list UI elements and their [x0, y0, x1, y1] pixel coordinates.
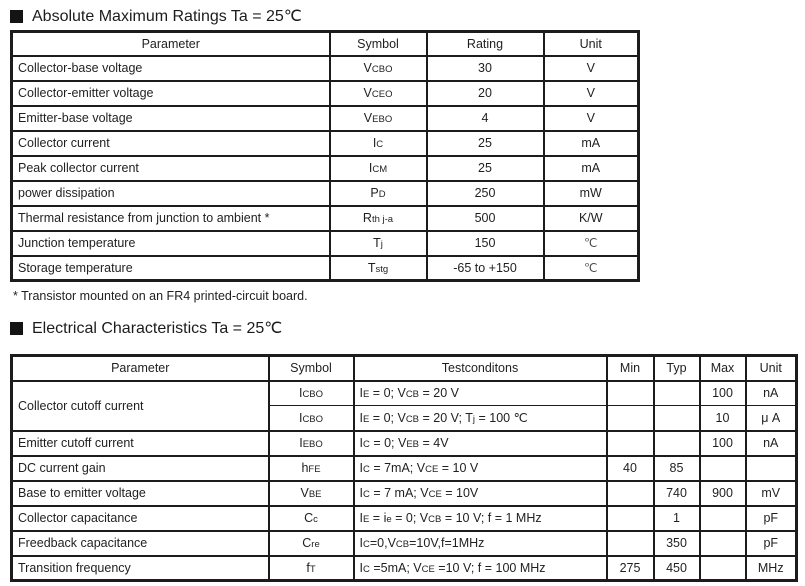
symbol-cell: PD: [330, 181, 427, 206]
unit-cell: V: [544, 81, 639, 106]
symbol-cell: Tj: [330, 231, 427, 256]
column-header-min: Min: [607, 356, 654, 381]
parameter-cell: Collector-base voltage: [12, 56, 330, 81]
table-row: [12, 506, 797, 531]
column-header-symbol: Symbol: [269, 356, 354, 381]
symbol-cell: ICM: [330, 156, 427, 181]
unit-cell: mA: [544, 156, 639, 181]
parameter-cell: Thermal resistance from junction to ambient *: [12, 206, 330, 231]
max-cell: 100: [700, 381, 746, 406]
parameter-cell: Collector current: [12, 131, 330, 156]
symbol-cell: IC: [330, 131, 427, 156]
parameter-cell: Freedback capacitance: [12, 531, 269, 556]
unit-cell: mW: [544, 181, 639, 206]
unit-cell: pF: [746, 531, 797, 556]
typ-cell: 450: [654, 556, 700, 581]
rating-cell: -65 to +150: [427, 256, 544, 281]
min-cell: 40: [607, 456, 654, 481]
rating-cell: 25: [427, 131, 544, 156]
parameter-cell: DC current gain: [12, 456, 269, 481]
table-header-row: [12, 356, 797, 381]
conditions-cell: IC = 0; VEB = 4V: [354, 431, 607, 456]
elec-char-section-title: [10, 318, 282, 338]
column-header-testconditions: Testconditons: [354, 356, 607, 381]
parameter-cell: Storage temperature: [12, 256, 330, 281]
rating-cell: 500: [427, 206, 544, 231]
table-row: [12, 181, 639, 206]
table-row: [12, 156, 639, 181]
column-header-max: Max: [700, 356, 746, 381]
rating-cell: 30: [427, 56, 544, 81]
unit-cell: μ A: [746, 406, 797, 431]
unit-cell: V: [544, 56, 639, 81]
footnote: * Transistor mounted on an FR4 printed-circuit board.: [13, 289, 308, 303]
min-cell: 275: [607, 556, 654, 581]
min-cell: [607, 406, 654, 431]
symbol-cell: Rth j-a: [330, 206, 427, 231]
rating-cell: 150: [427, 231, 544, 256]
unit-cell: V: [544, 106, 639, 131]
unit-cell: ℃: [544, 256, 639, 281]
typ-cell: 740: [654, 481, 700, 506]
typ-cell: [654, 431, 700, 456]
min-cell: [607, 381, 654, 406]
typ-cell: 1: [654, 506, 700, 531]
parameter-cell: Peak collector current: [12, 156, 330, 181]
symbol-cell: VCEO: [330, 81, 427, 106]
symbol-cell: Tstg: [330, 256, 427, 281]
abs-max-ratings-table: [10, 30, 640, 282]
symbol-cell: VBE: [269, 481, 354, 506]
table-row: [12, 481, 797, 506]
table-row: [12, 381, 797, 406]
column-header-parameter: Parameter: [12, 32, 330, 56]
conditions-cell: IE = 0; VCB = 20 V; Tj = 100 ℃: [354, 406, 607, 431]
column-header-unit: Unit: [746, 356, 797, 381]
symbol-cell: IEBO: [269, 431, 354, 456]
column-header-typ: Typ: [654, 356, 700, 381]
typ-cell: 85: [654, 456, 700, 481]
unit-cell: [746, 456, 797, 481]
square-bullet-icon: [10, 322, 23, 335]
symbol-cell: Cre: [269, 531, 354, 556]
column-header-parameter: Parameter: [12, 356, 269, 381]
table-row: [12, 106, 639, 131]
parameter-cell: Collector capacitance: [12, 506, 269, 531]
rating-cell: 20: [427, 81, 544, 106]
conditions-cell: IE = ie = 0; VCB = 10 V; f = 1 MHz: [354, 506, 607, 531]
conditions-cell: IC=0,VCB=10V,f=1MHz: [354, 531, 607, 556]
min-cell: [607, 431, 654, 456]
unit-cell: K/W: [544, 206, 639, 231]
column-header-symbol: Symbol: [330, 32, 427, 56]
unit-cell: MHz: [746, 556, 797, 581]
unit-cell: mV: [746, 481, 797, 506]
column-header-unit: Unit: [544, 32, 639, 56]
symbol-cell: VEBO: [330, 106, 427, 131]
unit-cell: nA: [746, 381, 797, 406]
parameter-cell: Collector-emitter voltage: [12, 81, 330, 106]
unit-cell: pF: [746, 506, 797, 531]
max-cell: [700, 506, 746, 531]
unit-cell: ℃: [544, 231, 639, 256]
table-row: [12, 531, 797, 556]
table-row: [12, 231, 639, 256]
symbol-cell: Cc: [269, 506, 354, 531]
max-cell: 10: [700, 406, 746, 431]
parameter-cell: Transition frequency: [12, 556, 269, 581]
conditions-cell: IC =5mA; VCE =10 V; f = 100 MHz: [354, 556, 607, 581]
typ-cell: [654, 381, 700, 406]
symbol-cell: VCBO: [330, 56, 427, 81]
rating-cell: 25: [427, 156, 544, 181]
table-row: [12, 56, 639, 81]
rating-cell: 250: [427, 181, 544, 206]
table-row: [12, 556, 797, 581]
parameter-cell: Junction temperature: [12, 231, 330, 256]
conditions-cell: IE = 0; VCB = 20 V: [354, 381, 607, 406]
table-row: [12, 456, 797, 481]
table-row: [12, 206, 639, 231]
symbol-cell: fT: [269, 556, 354, 581]
parameter-cell: Base to emitter voltage: [12, 481, 269, 506]
section-title-text: Absolute Maximum Ratings Ta = 25℃: [32, 8, 302, 25]
unit-cell: nA: [746, 431, 797, 456]
square-bullet-icon: [10, 10, 23, 23]
symbol-cell: ICBO: [269, 381, 354, 406]
table-header-row: [12, 32, 639, 56]
max-cell: [700, 556, 746, 581]
min-cell: [607, 531, 654, 556]
min-cell: [607, 506, 654, 531]
abs-max-section-title: [10, 6, 302, 26]
table-row: [12, 131, 639, 156]
symbol-cell: hFE: [269, 456, 354, 481]
typ-cell: 350: [654, 531, 700, 556]
parameter-cell: power dissipation: [12, 181, 330, 206]
parameter-cell: Collector cutoff current: [12, 381, 269, 431]
column-header-rating: Rating: [427, 32, 544, 56]
min-cell: [607, 481, 654, 506]
table-row: [12, 431, 797, 456]
parameter-cell: Emitter-base voltage: [12, 106, 330, 131]
electrical-characteristics-table: [10, 354, 798, 582]
rating-cell: 4: [427, 106, 544, 131]
max-cell: 900: [700, 481, 746, 506]
max-cell: [700, 531, 746, 556]
section-title-text: Electrical Characteristics Ta = 25℃: [32, 320, 283, 337]
conditions-cell: IC = 7 mA; VCE = 10V: [354, 481, 607, 506]
max-cell: 100: [700, 431, 746, 456]
conditions-cell: IC = 7mA; VCE = 10 V: [354, 456, 607, 481]
parameter-cell: Emitter cutoff current: [12, 431, 269, 456]
max-cell: [700, 456, 746, 481]
table-row: [12, 256, 639, 281]
table-row: [12, 81, 639, 106]
typ-cell: [654, 406, 700, 431]
symbol-cell: ICBO: [269, 406, 354, 431]
unit-cell: mA: [544, 131, 639, 156]
